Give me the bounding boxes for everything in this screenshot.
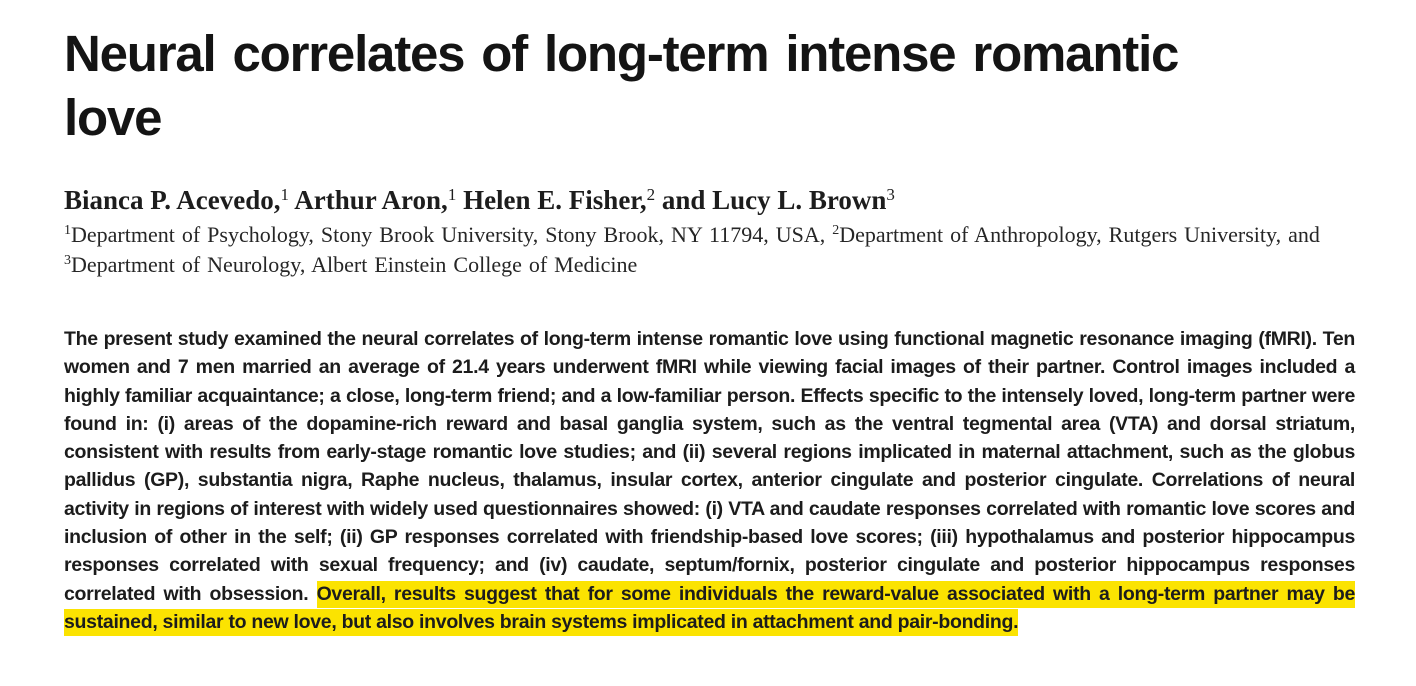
author-name: Helen E. Fisher,	[456, 185, 647, 215]
author-name: Arthur Aron,	[289, 185, 448, 215]
affiliation	[832, 222, 1320, 247]
author	[456, 185, 655, 215]
affiliation-superscript: 3	[64, 253, 71, 268]
author	[64, 185, 289, 215]
author-affiliation-superscript: 1	[447, 185, 457, 204]
affiliation-text: Department of Neurology, Albert Einstein College of Medicine	[71, 252, 638, 277]
author-affiliation-superscript: 3	[886, 185, 895, 204]
affiliation-text: Department of Psychology, Stony Brook University, Stony Brook, NY 11794, USA,	[71, 222, 833, 247]
author-affiliation-superscript: 1	[280, 185, 290, 204]
author-name: and Lucy L. Brown	[655, 185, 887, 215]
abstract-body: The present study examined the neural correlates of long-term intense romantic love using functional magnetic resonance imaging (fMRI). Ten women and 7 men married an average of 21.4 years underwent fMRI while viewing facial images of their partner. Control images included a highly familiar acquaintance; a close, long-term friend; and a low-familiar person. Effects specific to the intensely loved, long-term partner were found in: (i) areas of the dopamine-rich reward and basal ganglia system, such as the ventral tegmental area (VTA) and dorsal striatum, consistent with results from early-stage romantic love studies; and (ii) several regions implicated in maternal attachment, such as the globus pallidus (GP), substantia nigra, Raphe nucleus, thalamus, insular cortex, anterior cingulate and posterior cingulate. Correlations of neural activity in regions of interest with widely used questionnaires showed: (i) VTA and caudate responses correlated with romantic love scores and inclusion of other in the self; (ii) GP responses correlated with friendship-based love scores; (iii) hypothalamus and posterior hippocampus responses correlated with sexual frequency; and (iv) caudate, septum/fornix, posterior cingulate and posterior hippocampus responses correlated with obsession.	[64, 328, 1355, 605]
author	[289, 185, 456, 215]
author-affiliation-superscript: 2	[646, 185, 656, 204]
affiliation	[64, 222, 832, 247]
paper-title: Neural correlates of long-term intense romantic love	[64, 25, 1179, 146]
affiliation	[64, 252, 637, 277]
affiliation-superscript: 2	[832, 223, 840, 238]
abstract-paragraph	[64, 325, 1355, 636]
author-name: Bianca P. Acevedo,	[64, 185, 281, 215]
authors-line	[64, 183, 1355, 217]
affiliations-line	[64, 220, 1355, 280]
author	[655, 185, 895, 215]
affiliation-superscript: 1	[64, 223, 71, 238]
affiliation-text: Department of Anthropology, Rutgers University, and	[839, 222, 1320, 247]
abstract-highlight: Overall, results suggest that for some individuals the reward-value associated with a long-term partner may be sustained, similar to new love, but also involves brain systems implicated in attachment and pair-bonding.	[64, 581, 1355, 636]
